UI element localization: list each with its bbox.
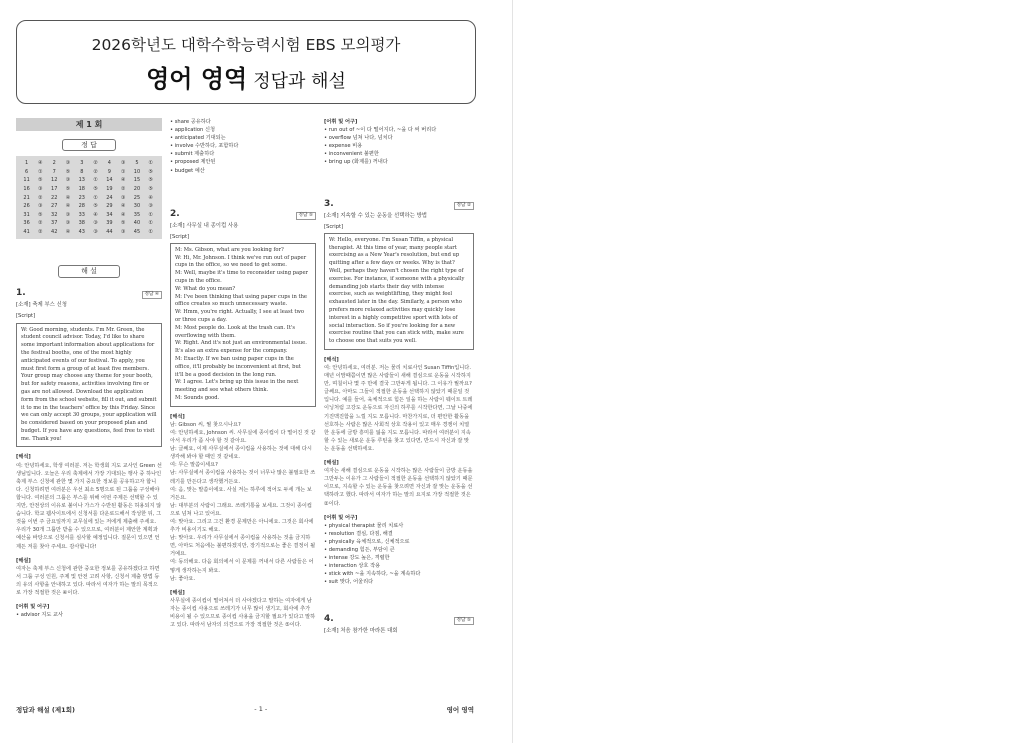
answer-number: 25 <box>133 194 141 201</box>
subject-title <box>17 59 475 94</box>
answer-tag: 정답 ⑤ <box>454 617 474 625</box>
vocab-item: • intense 강도 높은, 격렬한 <box>324 555 390 562</box>
answer-number: 36 <box>23 220 30 227</box>
vocab-item: • bring up (화제를) 꺼내다 <box>324 159 388 166</box>
answer-cell <box>75 176 103 184</box>
answer-row <box>20 211 158 220</box>
vocab-item: • submit 제출하다 <box>170 151 215 158</box>
answer-choice: ③ <box>38 186 43 193</box>
vocab-item: • stick with ~을 지속하다, ~을 계속하다 <box>324 571 421 578</box>
answer-row <box>20 168 158 177</box>
exam-title: 2026학년도 대학수학능력시험 EBS 모의평가 <box>91 36 401 54</box>
vocab-item: • demanding 힘든, 부담이 큰 <box>324 546 395 553</box>
explanation-text: 여자는 새해 결심으로 운동을 시작하는 많은 사람들이 금방 운동을 그만두는 이유가 그 사람들이 적절한 운동을 선택하지 않았기 때문이므로, 지속할 수 있는 운동을 찾으려면 자신과 잘 맞는 운동을 선택하라고 했다. 따라서 여자가 하는 말의 요지로 가장 적절한 것은 ②이다. <box>324 468 473 507</box>
column-right <box>324 118 474 639</box>
vocab-item: • budget 예산 <box>170 167 205 174</box>
answer-choice: ③ <box>38 203 43 210</box>
topic-title: [소재] 처음 참가한 마라톤 대회 <box>324 628 398 635</box>
script-text: M: Ms. Gibson, what are you looking for? W: Hi, Mr. Johnson. I think we've run out of paper cups in the office, so we need to get some. M: Well, maybe it's time to reconsider using paper cups in the office. W: What do you mean? M: I've been thinking that using paper cups in the office creates so much unnecessary waste. W: Hmm, you're right. Actually, I see at least two or three cups a day. M: Most people do. Look at the trash can. It's overflowing with them. W: Right. And it's not just an environmental issue. It's also an extra expense for the company. M: Exactly. If we ban using paper cups in the office, it'll probably be inconvenient at first, but it'll be a good decision in the long run. W: I agree. Let's bring up this issue in the next meeting and see what others think. M: Sounds good. <box>170 243 316 407</box>
answer-number: 29 <box>106 203 113 210</box>
answer-choice: ④ <box>38 160 43 167</box>
answer-cell <box>48 159 76 167</box>
answer-choice: ③ <box>120 229 126 235</box>
answer-choice: ④ <box>120 203 126 210</box>
answer-number: 30 <box>133 203 141 210</box>
vocab-item: • physical therapist 물리 치료사 <box>324 522 404 529</box>
answer-number: 32 <box>51 211 58 218</box>
answer-cell <box>48 168 76 176</box>
answer-cell <box>103 219 131 227</box>
answer-choice: ⑤ <box>93 203 98 210</box>
answer-choice: ⑤ <box>38 211 43 218</box>
explanation-label: [해설] <box>170 589 185 596</box>
translation-text: 여: 안녕하세요, 학생 여러분. 저는 학생회 지도 교사인 Green 선생님입니다. 오늘은 우리 축제에서 가장 기대되는 행사 중 하나인 축제 부스 신청에 관한 몇 가지 중요한 정보를 공유하고자 합니다. 신청하려면 여러분은 우선 최소 5명으로 된 그룹을 구성해야 합니다. 여러분의 그룹은 부스를 위해 어떤 주제든 선택할 수 있지만, 안전상의 이유로 불이나 가스가 수반된 활동은 허용되지 않습니다. 학교 웹사이트에서 신청서를 다운로드해서 작성한 뒤, 그것을 이번 주 금요일까지 교무실에 있는 저에게 제출해 주세요. 우리가 30개 그룹만 받을 수 있으므로, 여러분이 제안한 계획과 예산을 바탕으로 신청서를 심사할 예정입니다. 질문이 있으면 언제든 저를 찾아 주세요. 감사합니다! <box>16 462 162 550</box>
answer-choice: ④ <box>120 177 126 184</box>
answer-cell <box>48 202 76 210</box>
answer-row <box>20 185 158 194</box>
question-number: 4. <box>324 614 334 625</box>
answer-number: 3 <box>80 160 84 167</box>
question-4-header <box>324 614 474 625</box>
answer-number: 9 <box>107 168 111 175</box>
answer-number: 35 <box>133 211 141 218</box>
topic-title: [소재] 사무실 내 종이컵 사용 <box>170 222 239 229</box>
vocab-item: • inconvenient 불편한 <box>324 151 379 158</box>
answer-choice: ③ <box>93 220 98 227</box>
answer-number: 40 <box>133 220 141 227</box>
subject-name: 영어 영역 <box>146 65 248 93</box>
answer-cell <box>130 211 158 219</box>
vocab-item: • anticipated 기대되는 <box>170 135 226 142</box>
answer-choice: ② <box>93 160 98 167</box>
answer-cell <box>130 168 158 176</box>
answer-cell <box>48 228 76 236</box>
answer-choice: ① <box>38 168 43 175</box>
answer-choice: ② <box>38 220 43 227</box>
answer-cell <box>75 228 103 236</box>
answer-cell <box>75 211 103 219</box>
answer-choice: ② <box>93 168 98 175</box>
answer-number: 4 <box>107 160 111 167</box>
answer-number: 1 <box>25 160 29 167</box>
answer-row <box>20 159 158 168</box>
question-number: 1. <box>16 288 26 299</box>
translation-label: [해석] <box>170 413 185 420</box>
vocab-item: • overflow 넘쳐 나다, 넘치다 <box>324 135 393 142</box>
answer-choice: ② <box>120 186 126 193</box>
answer-number: 37 <box>51 220 58 227</box>
answer-choice: ③ <box>120 194 126 201</box>
answer-number: 45 <box>133 229 141 235</box>
answer-number: 31 <box>23 211 30 218</box>
answer-number: 17 <box>51 186 58 193</box>
vocab-item: • expense 비용 <box>324 143 363 150</box>
question-2-header <box>170 209 316 220</box>
answer-cell <box>130 185 158 193</box>
answer-number: 33 <box>78 211 85 218</box>
topic-title: [소재] 지속할 수 있는 운동을 선택하는 방법 <box>324 212 428 219</box>
answer-cell <box>103 176 131 184</box>
answer-cell <box>20 176 48 184</box>
answer-title: 정답과 해설 <box>253 71 346 92</box>
answer-choice: ⑤ <box>65 186 71 193</box>
answer-number: 18 <box>78 186 85 193</box>
answer-cell <box>130 159 158 167</box>
answer-cell <box>103 168 131 176</box>
translation-text: 남: Gibson 씨, 뭘 찾으시나요? 여: 안녕하세요, Johnson 씨. 사무실에 종이컵이 다 떨어진 것 같아서 우리가 좀 사야 할 것 같아요. 남: 글쎄요, 이제 사무실에서 종이컵을 사용하는 것에 대해 다시 생각해 봐야 할 때인 것 같네요. 여: 무슨 말씀이세요? 남: 사무실에서 종이컵을 사용하는 것이 너무나 많은 불필요한 쓰레기를 만든다고 생각했거든요. 여: 음, 맞는 말씀이에요. 사실 저는 하루에 적어도 두세 개는 보거든요. 남: 대부분의 사람이 그래요. 쓰레기통을 보세요. 그것이 종이컵으로 넘쳐 나고 있어요. 여: 맞아요. 그리고 그건 환경 문제만은 아니에요. 그것은 회사에 추가 비용이기도 해요. 남: 맞아요. 우리가 사무실에서 종이컵을 사용하는 것을 금지하면, 아마도 처음에는 불편하겠지만, 장기적으로는 좋은 결정이 될 거예요. 여: 동의해요. 다음 회의에서 이 문제를 꺼내서 다른 사람들은 어떻게 생각하는지 봐요. 남: 좋아요. <box>170 421 316 582</box>
answer-cell <box>130 202 158 210</box>
answer-choice: ⑤ <box>148 177 154 184</box>
question-3-header <box>324 199 474 210</box>
answer-cell <box>48 194 76 202</box>
answer-cell <box>75 194 103 202</box>
footer-left: 정답과 해설 (제1회) <box>16 706 75 714</box>
answer-number: 6 <box>25 168 29 175</box>
answer-cell <box>130 228 158 236</box>
answer-number: 23 <box>78 194 85 201</box>
answer-cell <box>103 202 131 210</box>
answer-number: 28 <box>78 203 85 210</box>
answer-choice: ③ <box>65 220 71 227</box>
answer-row <box>20 228 158 237</box>
answer-number: 34 <box>106 211 113 218</box>
answer-number: 11 <box>23 177 30 184</box>
answer-number: 22 <box>51 194 58 201</box>
question-number: 3. <box>324 198 334 209</box>
answer-choice: ⑤ <box>38 177 43 184</box>
answer-cell <box>103 185 131 193</box>
script-label: [Script] <box>16 313 36 320</box>
answer-cell <box>20 202 48 210</box>
answer-choice: ④ <box>65 203 71 210</box>
answer-cell <box>20 194 48 202</box>
answer-choice: ⑤ <box>148 186 154 193</box>
answer-choice: ⑤ <box>65 168 71 175</box>
answer-tag: 정답 ② <box>454 202 474 210</box>
answer-cell <box>75 219 103 227</box>
answer-number: 14 <box>106 177 113 184</box>
answer-choice: ④ <box>120 211 126 218</box>
answer-number: 42 <box>51 229 58 235</box>
answer-row <box>20 202 158 211</box>
answer-number: 7 <box>52 168 56 175</box>
answer-number: 38 <box>78 220 85 227</box>
answer-cell <box>103 194 131 202</box>
vocab-item: • interaction 상호 작용 <box>324 563 381 570</box>
answer-choice: ① <box>148 220 154 227</box>
answer-choice: ① <box>93 177 98 184</box>
vocab-item: • suit 맞다, 어울리다 <box>324 579 374 586</box>
vocab-label: [어휘 및 어구] <box>324 119 358 125</box>
answer-number: 41 <box>23 229 30 235</box>
answer-choice: ③ <box>120 160 126 167</box>
answer-number: 15 <box>133 177 141 184</box>
answer-cell <box>20 185 48 193</box>
explanation-text: 사무실에 종이컵이 떨어져서 더 사야겠다고 말하는 여자에게 남자는 종이컵 사용으로 쓰레기가 너무 많이 생기고, 회사에 추가 비용이 될 수 있으므로 종이컵 사용을 금지할 필요가 있다고 말하고 있다. 따라서 남자의 의견으로 가장 적절한 것은 ⑤이다. <box>170 597 316 629</box>
answers-label: 정 답 <box>62 139 116 151</box>
answer-cell <box>48 219 76 227</box>
answer-cell <box>130 219 158 227</box>
answer-tag: 정답 ④ <box>142 291 162 299</box>
answer-number: 27 <box>51 203 58 210</box>
vocab-item: • resolution 결심, 다짐, 해결 <box>324 530 393 537</box>
answer-cell <box>75 202 103 210</box>
answer-choice: ③ <box>65 177 71 184</box>
answer-cell <box>48 211 76 219</box>
vocab-item: • share 공유하다 <box>170 119 211 125</box>
script-label: [Script] <box>324 223 344 230</box>
vocab-item: • proposed 제안된 <box>170 159 216 166</box>
answer-cell <box>103 211 131 219</box>
answer-cell <box>75 185 103 193</box>
page-number: - 1 - <box>254 705 268 713</box>
answer-choice: ① <box>93 194 98 201</box>
answer-number: 20 <box>133 186 141 193</box>
answer-number: 19 <box>106 186 113 193</box>
title-box <box>16 20 476 104</box>
question-number: 2. <box>170 208 180 219</box>
answer-choice: ⑤ <box>93 186 98 193</box>
answer-cell <box>48 176 76 184</box>
script-label: [Script] <box>170 233 190 240</box>
answer-number: 10 <box>133 168 141 175</box>
page-footer <box>16 705 474 714</box>
answer-number: 24 <box>106 194 113 201</box>
round-banner: 제 1 회 <box>16 118 162 131</box>
answer-number: 44 <box>106 229 113 235</box>
answer-cell <box>103 228 131 236</box>
explanation-text: 여자는 축제 부스 신청에 관한 중요한 정보를 공유하겠다고 하면서 그룹 구성 인원, 주제 및 안전 고려 사항, 신청서 제출 방법 등의 유의 사항을 안내하고 있다. 따라서 여자가 하는 말의 목적으로 가장 적절한 것은 ④이다. <box>16 565 160 596</box>
answer-cell <box>75 168 103 176</box>
translation-text: 여: 안녕하세요, 여러분. 저는 물리 치료사인 Susan Tiffin입니다. 매년 이맘때쯤이면 많은 사람들이 새해 결심으로 운동을 시작하지만, 며칠이나 몇 주 만에 결국 그만두게 됩니다. 그 이유가 뭘까요? 글쎄요, 아마도 그들이 적절한 운동을 선택하지 않았기 때문일 것입니다. 예를 들어, 육체적으로 힘든 일을 하는 사람이 웨이트 트레이닝처럼 고강도 운동으로 자신의 하루를 시작한다면, 그날 나중에 기진맥진함을 느낄 지도 모릅니다. 마찬가지로, 더 편안한 활동을 선호하는 사람은 많은 사회적 상호 작용이 있고 매우 경쟁이 치열한 운동에 금방 흥미를 잃을 지도 모릅니다. 따라서 여러분이 지속할 수 있는 새로운 운동 루틴을 찾고 있다면, 반드시 자신과 잘 맞는 운동을 선택하세요. <box>324 365 473 452</box>
explanation-label: 해 설 <box>58 265 120 278</box>
answer-choice: ① <box>148 160 154 167</box>
answer-cell <box>20 228 48 236</box>
script-text: W: Good morning, students. I'm Mr. Green, the student council advisor. Today, I'd like to share some important information about applications for the festival booths, one of the most highly anticipated events of our festival. To apply, you must first form a group of at least five members. Your group may choose any theme for your booth, but for safety reasons, activities involving fire or gas are not allowed. Download the application form from the school website, fill it out, and submit it to me in the teachers' office by this Friday. Since we can only accept 30 groups, your application will be considered based on your proposed plan and budget. If you have any questions, feel free to visit me. Thank you! <box>16 323 162 448</box>
answer-choice: ① <box>148 229 154 235</box>
answer-grid <box>16 156 162 239</box>
explanation-label: [해설] <box>16 557 31 564</box>
answer-tag: 정답 ⑤ <box>296 212 316 220</box>
vocab-item: • physically 육체적으로, 신체적으로 <box>324 538 410 545</box>
answer-cell <box>103 159 131 167</box>
answer-cell <box>20 159 48 167</box>
answer-row <box>20 193 158 202</box>
answer-number: 5 <box>135 160 139 167</box>
answer-choice: ① <box>148 211 154 218</box>
answer-row <box>20 219 158 228</box>
blank-page <box>512 0 1024 743</box>
answer-cell <box>130 176 158 184</box>
answer-row <box>20 176 158 185</box>
answer-number: 2 <box>52 160 56 167</box>
answer-number: 21 <box>23 194 30 201</box>
answer-number: 26 <box>23 203 30 210</box>
answer-cell <box>48 185 76 193</box>
answer-choice: ⑤ <box>148 168 154 175</box>
vocab-item: • application 신청 <box>170 127 215 134</box>
vocab-item: • run out of ~이 다 떨어지다, ~을 다 써 버리다 <box>324 127 437 134</box>
answer-choice: ④ <box>65 229 71 235</box>
answer-number: 13 <box>78 177 85 184</box>
answer-choice: ① <box>120 168 126 175</box>
answer-choice: ② <box>38 229 43 235</box>
column-middle <box>170 118 316 629</box>
answer-number: 16 <box>23 186 30 193</box>
answer-choice: ⑤ <box>120 220 126 227</box>
answer-cell <box>20 168 48 176</box>
answer-choice: ④ <box>93 211 98 218</box>
answer-choice: ③ <box>148 203 154 210</box>
answer-choice: ④ <box>148 194 154 201</box>
answer-choice: ③ <box>93 229 98 235</box>
vocab-label: [어휘 및 어구] <box>16 604 50 611</box>
translation-label: [해석] <box>16 454 31 461</box>
answer-number: 8 <box>80 168 84 175</box>
answer-choice: ② <box>38 194 43 201</box>
answer-number: 12 <box>51 177 58 184</box>
answer-cell <box>75 159 103 167</box>
vocab-item: • involve 수반하다, 포함하다 <box>170 143 239 150</box>
translation-label: [해석] <box>324 356 339 363</box>
answer-number: 39 <box>106 220 113 227</box>
answer-choice: ③ <box>65 211 71 218</box>
footer-right: 영어 영역 <box>446 706 474 714</box>
explanation-label: [해설] <box>324 460 339 467</box>
answer-choice: ④ <box>65 194 71 201</box>
vocab-item: • advisor 지도 교사 <box>16 612 64 619</box>
topic-title: [소재] 축제 부스 신청 <box>16 302 68 309</box>
answer-cell <box>20 219 48 227</box>
script-text: W: Hello, everyone. I'm Susan Tiffin, a physical therapist. At this time of year, many people start exercising as a New Year's resolution, but end up quitting after a few days or weeks. Why is that? Well, perhaps they haven't chosen the right type of exercise. For instance, if someone with a physically demanding job starts their day with intense exercise, such as weightlifting, they might feel exhausted later in the day. Similarly, a person who prefers more relaxed activities may quickly lose interest in a highly competitive sport with lots of social interaction. So if you're looking for a new exercise routine that you can stick with, make sure to choose one that suits you well. <box>324 233 474 350</box>
question-1-header <box>16 288 162 299</box>
answer-number: 43 <box>78 229 85 235</box>
answer-cell <box>130 194 158 202</box>
column-left <box>16 118 162 619</box>
answer-choice: ③ <box>65 160 71 167</box>
vocab-list <box>170 118 316 175</box>
vocab-label: [어휘 및 어구] <box>324 514 358 521</box>
answer-cell <box>20 211 48 219</box>
